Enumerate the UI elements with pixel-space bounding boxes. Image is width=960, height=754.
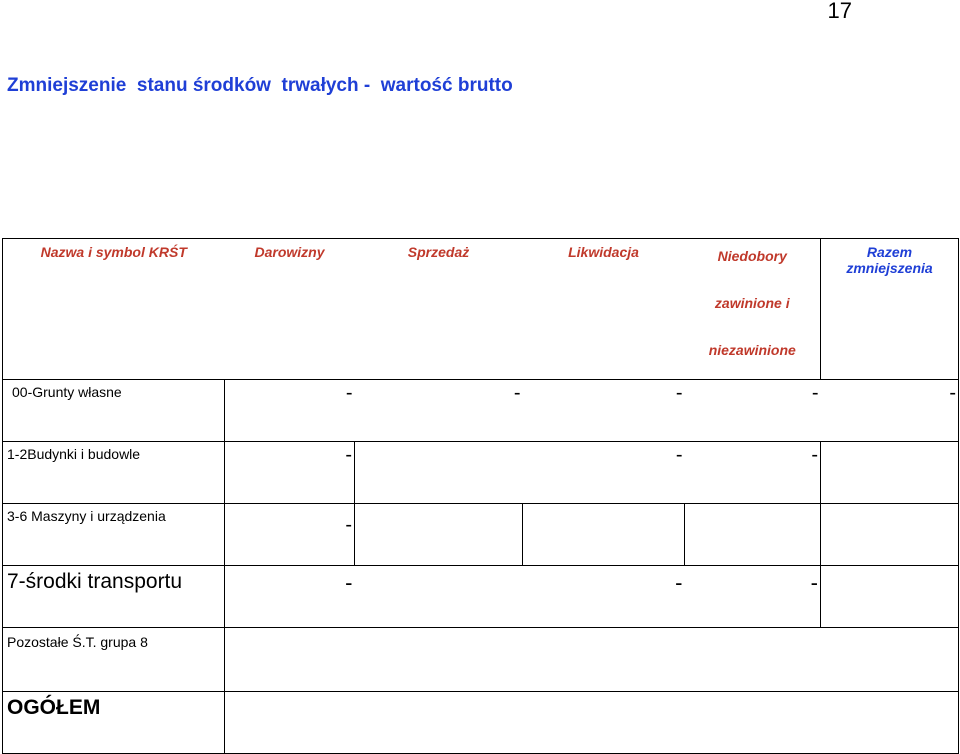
cell-value: [523, 628, 685, 630]
cell-value: -: [513, 382, 521, 404]
cell-value: -: [949, 382, 956, 404]
cell-value: -: [675, 382, 683, 404]
cell-value: [685, 628, 821, 630]
header-donations: Darowizny: [225, 239, 355, 380]
page-title: Zmniejszenie stanu środków trwałych - wartość brutto: [7, 75, 513, 96]
cell-value: [355, 504, 522, 506]
cell-value: -: [345, 444, 352, 466]
cell-value: [225, 692, 355, 694]
table-header-row: [3, 239, 959, 380]
cell-value: [355, 692, 523, 694]
header-sale: Sprzedaż: [355, 239, 523, 380]
cell-value: [685, 504, 820, 506]
row-label: 00-Grunty własne: [3, 380, 225, 442]
row-label: 1-2Budynki i budowle: [3, 442, 225, 504]
cell-value: -: [345, 570, 353, 595]
cell-value: [225, 628, 355, 630]
cell-value: [523, 692, 685, 694]
header-name-symbol: Nazwa i symbol KRŚT: [3, 239, 225, 380]
cell-value: [821, 628, 959, 630]
table-row: [3, 628, 959, 692]
cell-value: [355, 628, 523, 630]
row-label-total: OGÓŁEM: [3, 692, 225, 754]
cell-value: [685, 692, 821, 694]
cell-value: -: [810, 570, 818, 595]
header-total-reductions: Razem zmniejszenia: [821, 239, 959, 380]
table-row-total: [3, 692, 959, 754]
cell-value: -: [811, 444, 818, 466]
cell-value: [355, 566, 523, 570]
cell-value: -: [345, 514, 352, 536]
header-liquidation: Likwidacja: [523, 239, 685, 380]
row-label: 3-6 Maszyny i urządzenia: [3, 504, 225, 566]
reduction-table: [2, 238, 959, 754]
cell-value: -: [345, 382, 353, 404]
table-row: [3, 504, 959, 566]
cell-value: [821, 692, 959, 694]
cell-value: [355, 442, 523, 444]
row-label: Pozostałe Ś.T. grupa 8: [3, 628, 225, 692]
table-row: [3, 566, 959, 628]
cell-value: [523, 504, 684, 506]
cell-value: -: [811, 382, 819, 404]
cell-value: [821, 442, 958, 444]
cell-value: [821, 504, 958, 506]
table-row: [3, 442, 959, 504]
cell-value: -: [675, 570, 683, 595]
cell-value: -: [675, 444, 683, 466]
table-row: [3, 380, 959, 442]
header-shortages: Niedobory zawinione i niezawinione: [685, 239, 821, 380]
page-number: 17: [827, 0, 852, 23]
row-label: 7-środki transportu: [3, 566, 225, 628]
cell-value: [821, 566, 958, 570]
